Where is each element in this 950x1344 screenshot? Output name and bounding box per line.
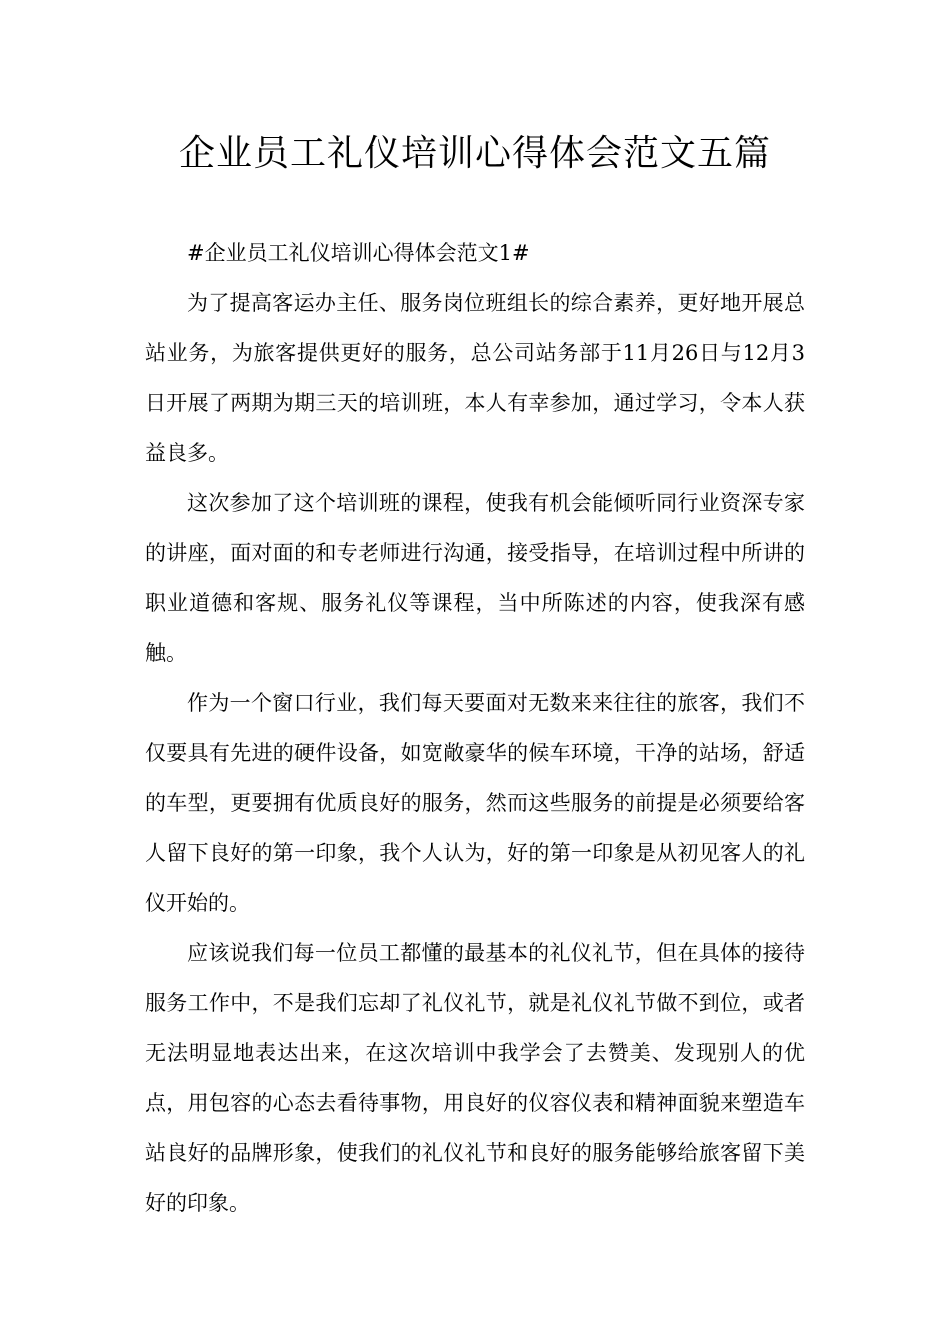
paragraph: 这次参加了这个培训班的课程，使我有机会能倾听同行业资深专家的讲座，面对面的和专老师进行沟通，接受指导，在培训过程中所讲的职业道德和客规、服务礼仪等课程，当中所陈述的内容，使我深有感触。 (145, 491, 805, 665)
paragraph: 作为一个窗口行业，我们每天要面对无数来来往往的旅客，我们不仅要具有先进的硬件设备，如宽敞豪华的候车环境，干净的站场，舒适的车型，更要拥有优质良好的服务，然而这些服务的前提是必须要给客人留下良好的第一印象，我个人认为，好的第一印象是从初见客人的礼仪开始的。 (145, 691, 805, 915)
paragraph: 应该说我们每一位员工都懂的最基本的礼仪礼节，但在具体的接待服务工作中，不是我们忘却了礼仪礼节，就是礼仪礼节做不到位，或者无法明显地表达出来，在这次培训中我学会了去赞美、发现别人的优点，用包容的心态去看待事物，用良好的仪容仪表和精神面貌来塑造车站良好的品牌形象，使我们的礼仪礼节和良好的服务能够给旅客留下美好的印象。 (145, 941, 805, 1215)
document-title: 企业员工礼仪培训心得体会范文五篇 (178, 133, 771, 174)
section-heading: #企业员工礼仪培训心得体会范文1# (187, 241, 530, 265)
paragraph: 为了提高客运办主任、服务岗位班组长的综合素养，更好地开展总站业务，为旅客提供更好的服务，总公司站务部于11月26日与12月3日开展了两期为期三天的培训班，本人有幸参加，通过学习，令本人获益良多。 (145, 291, 805, 465)
document-body (145, 228, 805, 1228)
